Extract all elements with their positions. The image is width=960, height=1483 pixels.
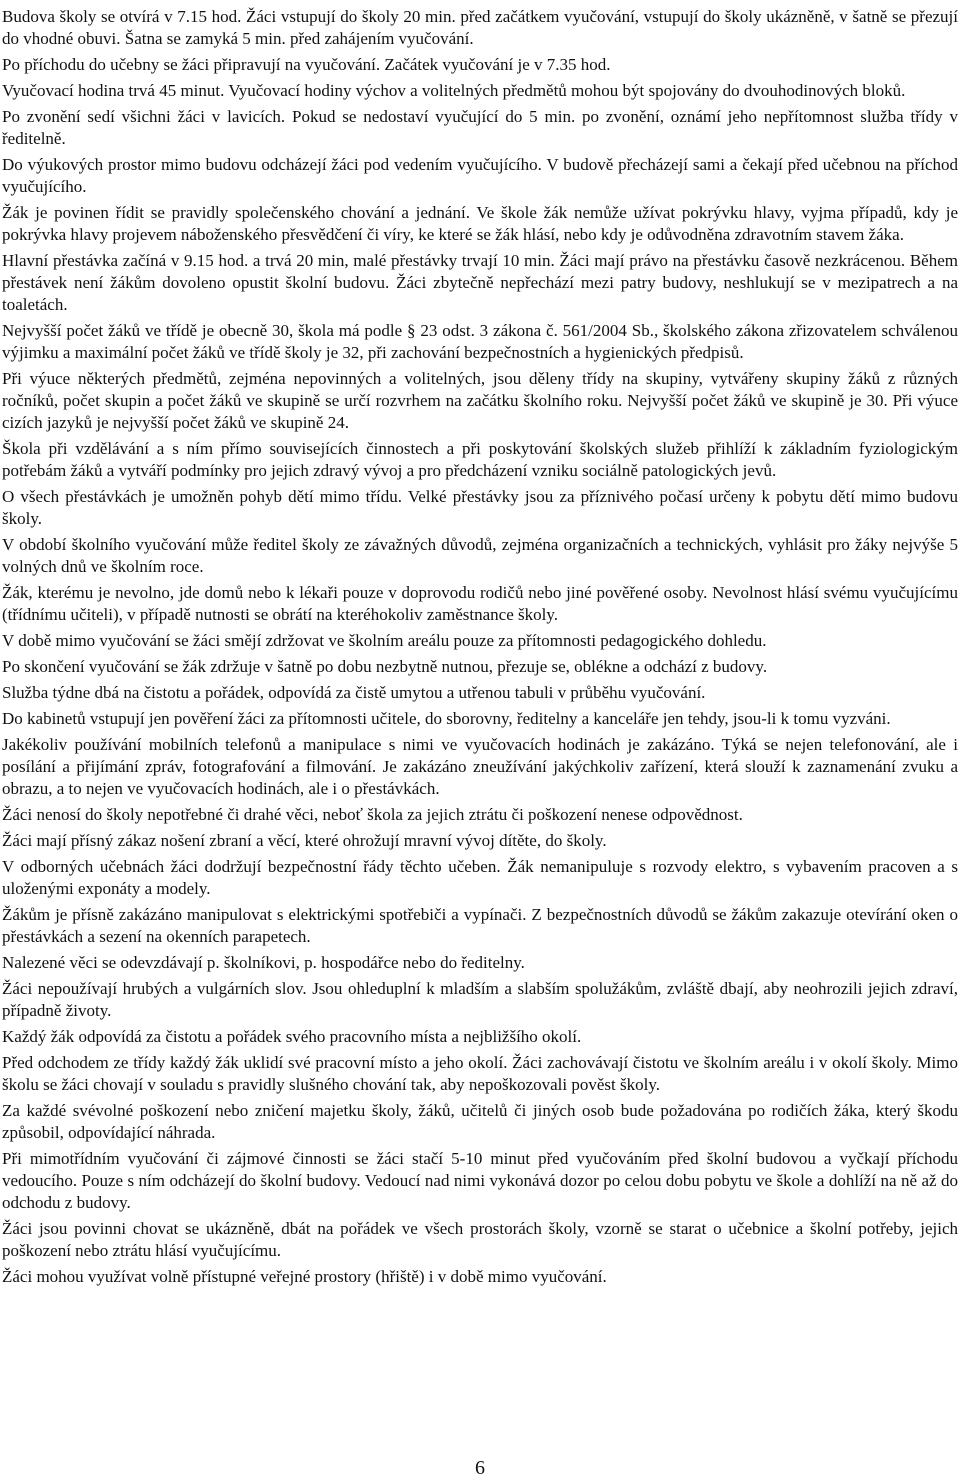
paragraph: Při výuce některých předmětů, zejména nepovinných a volitelných, jsou děleny třídy na skupiny, vytvářeny skupiny žáků z různých ročníků, počet skupin a počet žáků ve skupině se určí rozvrhem na začátku školního roku. Nejvyšší počet žáků ve skupině je 30. Při výuce cizích jazyků je nejvyšší počet žáků ve skupině 24.	[2, 369, 958, 432]
paragraph: Žáci mají přísný zákaz nošení zbraní a věcí, které ohrožují mravní vývoj dítěte, do školy.	[2, 831, 607, 850]
paragraph: V odborných učebnách žáci dodržují bezpečnostní řády těchto učeben. Žák nemanipuluje s rozvody elektro, s vybavením pracoven a s uloženými exponáty a modely.	[2, 857, 958, 898]
paragraph: Služba týdne dbá na čistotu a pořádek, odpovídá za čistě umytou a utřenou tabuli v průběhu vyučování.	[2, 683, 706, 702]
paragraph: Žáci jsou povinni chovat se ukázněně, dbát na pořádek ve všech prostorách školy, vzorně se starat o učebnice a školní potřeby, jejich poškození nebo ztrátu hlásí vyučujícímu.	[2, 1219, 958, 1260]
paragraph: Po zvonění sedí všichni žáci v lavicích. Pokud se nedostaví vyučující do 5 min. po zvonění, oznámí jeho nepřítomnost služba třídy v ředitelně.	[2, 107, 958, 148]
paragraph: Žák je povinen řídit se pravidly společenského chování a jednání. Ve škole žák nemůže užívat pokrývku hlavy, vyjma případů, kdy je pokrývka hlavy projevem náboženského přesvědčení či víry, ke které se žák hlásí, nebo kdy je odůvodněna zdravotním stavem žáka.	[2, 203, 958, 244]
paragraph: Žáci nepoužívají hrubých a vulgárních slov. Jsou ohleduplní k mladším a slabším spolužákům, zvláště dbají, aby neohrozili jejich zdraví, případně životy.	[2, 979, 958, 1020]
paragraph: Po příchodu do učebny se žáci připravují na vyučování. Začátek vyučování je v 7.35 hod.	[2, 55, 611, 74]
paragraph: O všech přestávkách je umožněn pohyb dětí mimo třídu. Velké přestávky jsou za příznivého počasí určeny k pobytu dětí mimo budovu školy.	[2, 487, 958, 528]
paragraph: Nejvyšší počet žáků ve třídě je obecně 30, škola má podle § 23 odst. 3 zákona č. 561/2004 Sb., školského zákona zřizovatelem schválenou výjimku a maximální počet žáků ve třídě školy je 32, při zachování bezpečnostních a hygienických předpisů.	[2, 321, 958, 362]
paragraph: Budova školy se otvírá v 7.15 hod. Žáci vstupují do školy 20 min. před začátkem vyučování, vstupují do školy ukázněně, v šatně se přezují do vhodné obuvi. Šatna se zamyká 5 min. před zahájením vyučování.	[2, 7, 958, 48]
paragraph: Hlavní přestávka začíná v 9.15 hod. a trvá 20 min, malé přestávky trvají 10 min. Žáci mají právo na přestávku časově nezkrácenou. Během přestávek není žákům dovoleno opustit školní budovu. Žáci zbytečně nepřechází mezi patry budovy, neshlukují se v mezipatrech a na toaletách.	[2, 251, 958, 314]
paragraph: V období školního vyučování může ředitel školy ze závažných důvodů, zejména organizačních a technických, vyhlásit pro žáky nejvýše 5 volných dnů ve školním roce.	[2, 535, 958, 576]
paragraph: Nalezené věci se odevzdávají p. školníkovi, p. hospodářce nebo do ředitelny.	[2, 953, 525, 972]
paragraph: Žákům je přísně zakázáno manipulovat s elektrickými spotřebiči a vypínači. Z bezpečnostních důvodů se žákům zakazuje otevírání oken o přestávkách a sezení na okenních parapetech.	[2, 905, 958, 946]
paragraph: V době mimo vyučování se žáci smějí zdržovat ve školním areálu pouze za přítomnosti pedagogického dohledu.	[2, 631, 767, 650]
paragraph: Škola při vzdělávání a s ním přímo souvisejících činnostech a při poskytování školských služeb přihlíží k základním fyziologickým potřebám žáků a vytváří podmínky pro jejich zdravý vývoj a pro předcházení vzniku sociálně patologických jevů.	[2, 439, 958, 480]
paragraph: Před odchodem ze třídy každý žák uklidí své pracovní místo a jeho okolí. Žáci zachovávají čistotu ve školním areálu i v okolí školy. Mimo školu se žáci chovají v souladu s pravidly slušného chování tak, aby nepoškozovali pověst školy.	[2, 1053, 958, 1094]
page-number: 6	[475, 1457, 485, 1479]
paragraph: Po skončení vyučování se žák zdržuje v šatně po dobu nezbytně nutnou, přezuje se, oblékne a odchází z budovy.	[2, 657, 768, 676]
paragraph: Vyučovací hodina trvá 45 minut. Vyučovací hodiny výchov a volitelných předmětů mohou být spojovány do dvouhodinových bloků.	[2, 81, 906, 100]
paragraph: Žáci nenosí do školy nepotřebné či drahé věci, neboť škola za jejich ztrátu či poškození nenese odpovědnost.	[2, 805, 743, 824]
paragraph: Žáci mohou využívat volně přístupné veřejné prostory (hřiště) i v době mimo vyučování.	[2, 1267, 607, 1286]
paragraph: Do výukových prostor mimo budovu odcházejí žáci pod vedením vyučujícího. V budově přecházejí sami a čekají před učebnou na příchod vyučujícího.	[2, 155, 958, 196]
text-body	[2, 6, 958, 1288]
paragraph: Žák, kterému je nevolno, jde domů nebo k lékaři pouze v doprovodu rodičů nebo jiné pověřené osoby. Nevolnost hlásí svému vyučujícímu (třídnímu učiteli), v případě nutnosti se obrátí na kteréhokoliv zaměstnance školy.	[2, 583, 958, 624]
paragraph: Do kabinetů vstupují jen pověření žáci za přítomnosti učitele, do sborovny, ředitelny a kanceláře jen tehdy, jsou-li k tomu vyzváni.	[2, 709, 891, 728]
paragraph: Jakékoliv používání mobilních telefonů a manipulace s nimi ve vyučovacích hodinách je zakázáno. Týká se nejen telefonování, ale i posílání a přijímání zpráv, fotografování a filmování. Je zakázáno zneužívání jakýchkoliv zařízení, která slouží k zaznamenání zvuku a obrazu, a to nejen ve vyučovacích hodinách, ale i o přestávkách.	[2, 735, 958, 798]
paragraph: Při mimotřídním vyučování či zájmové činnosti se žáci stačí 5-10 minut před vyučováním před školní budovou a vyčkají příchodu vedoucího. Pouze s ním odcházejí do školní budovy. Vedoucí nad nimi vykonává dozor po celou dobu pobytu ve škole a dohlíží na ně až do odchodu z budovy.	[2, 1149, 958, 1212]
paragraph: Každý žák odpovídá za čistotu a pořádek svého pracovního místa a nejbližšího okolí.	[2, 1027, 582, 1046]
paragraph: Za každé svévolné poškození nebo zničení majetku školy, žáků, učitelů či jiných osob bude požadována po rodičích žáka, který škodu způsobil, odpovídající náhrada.	[2, 1101, 958, 1142]
